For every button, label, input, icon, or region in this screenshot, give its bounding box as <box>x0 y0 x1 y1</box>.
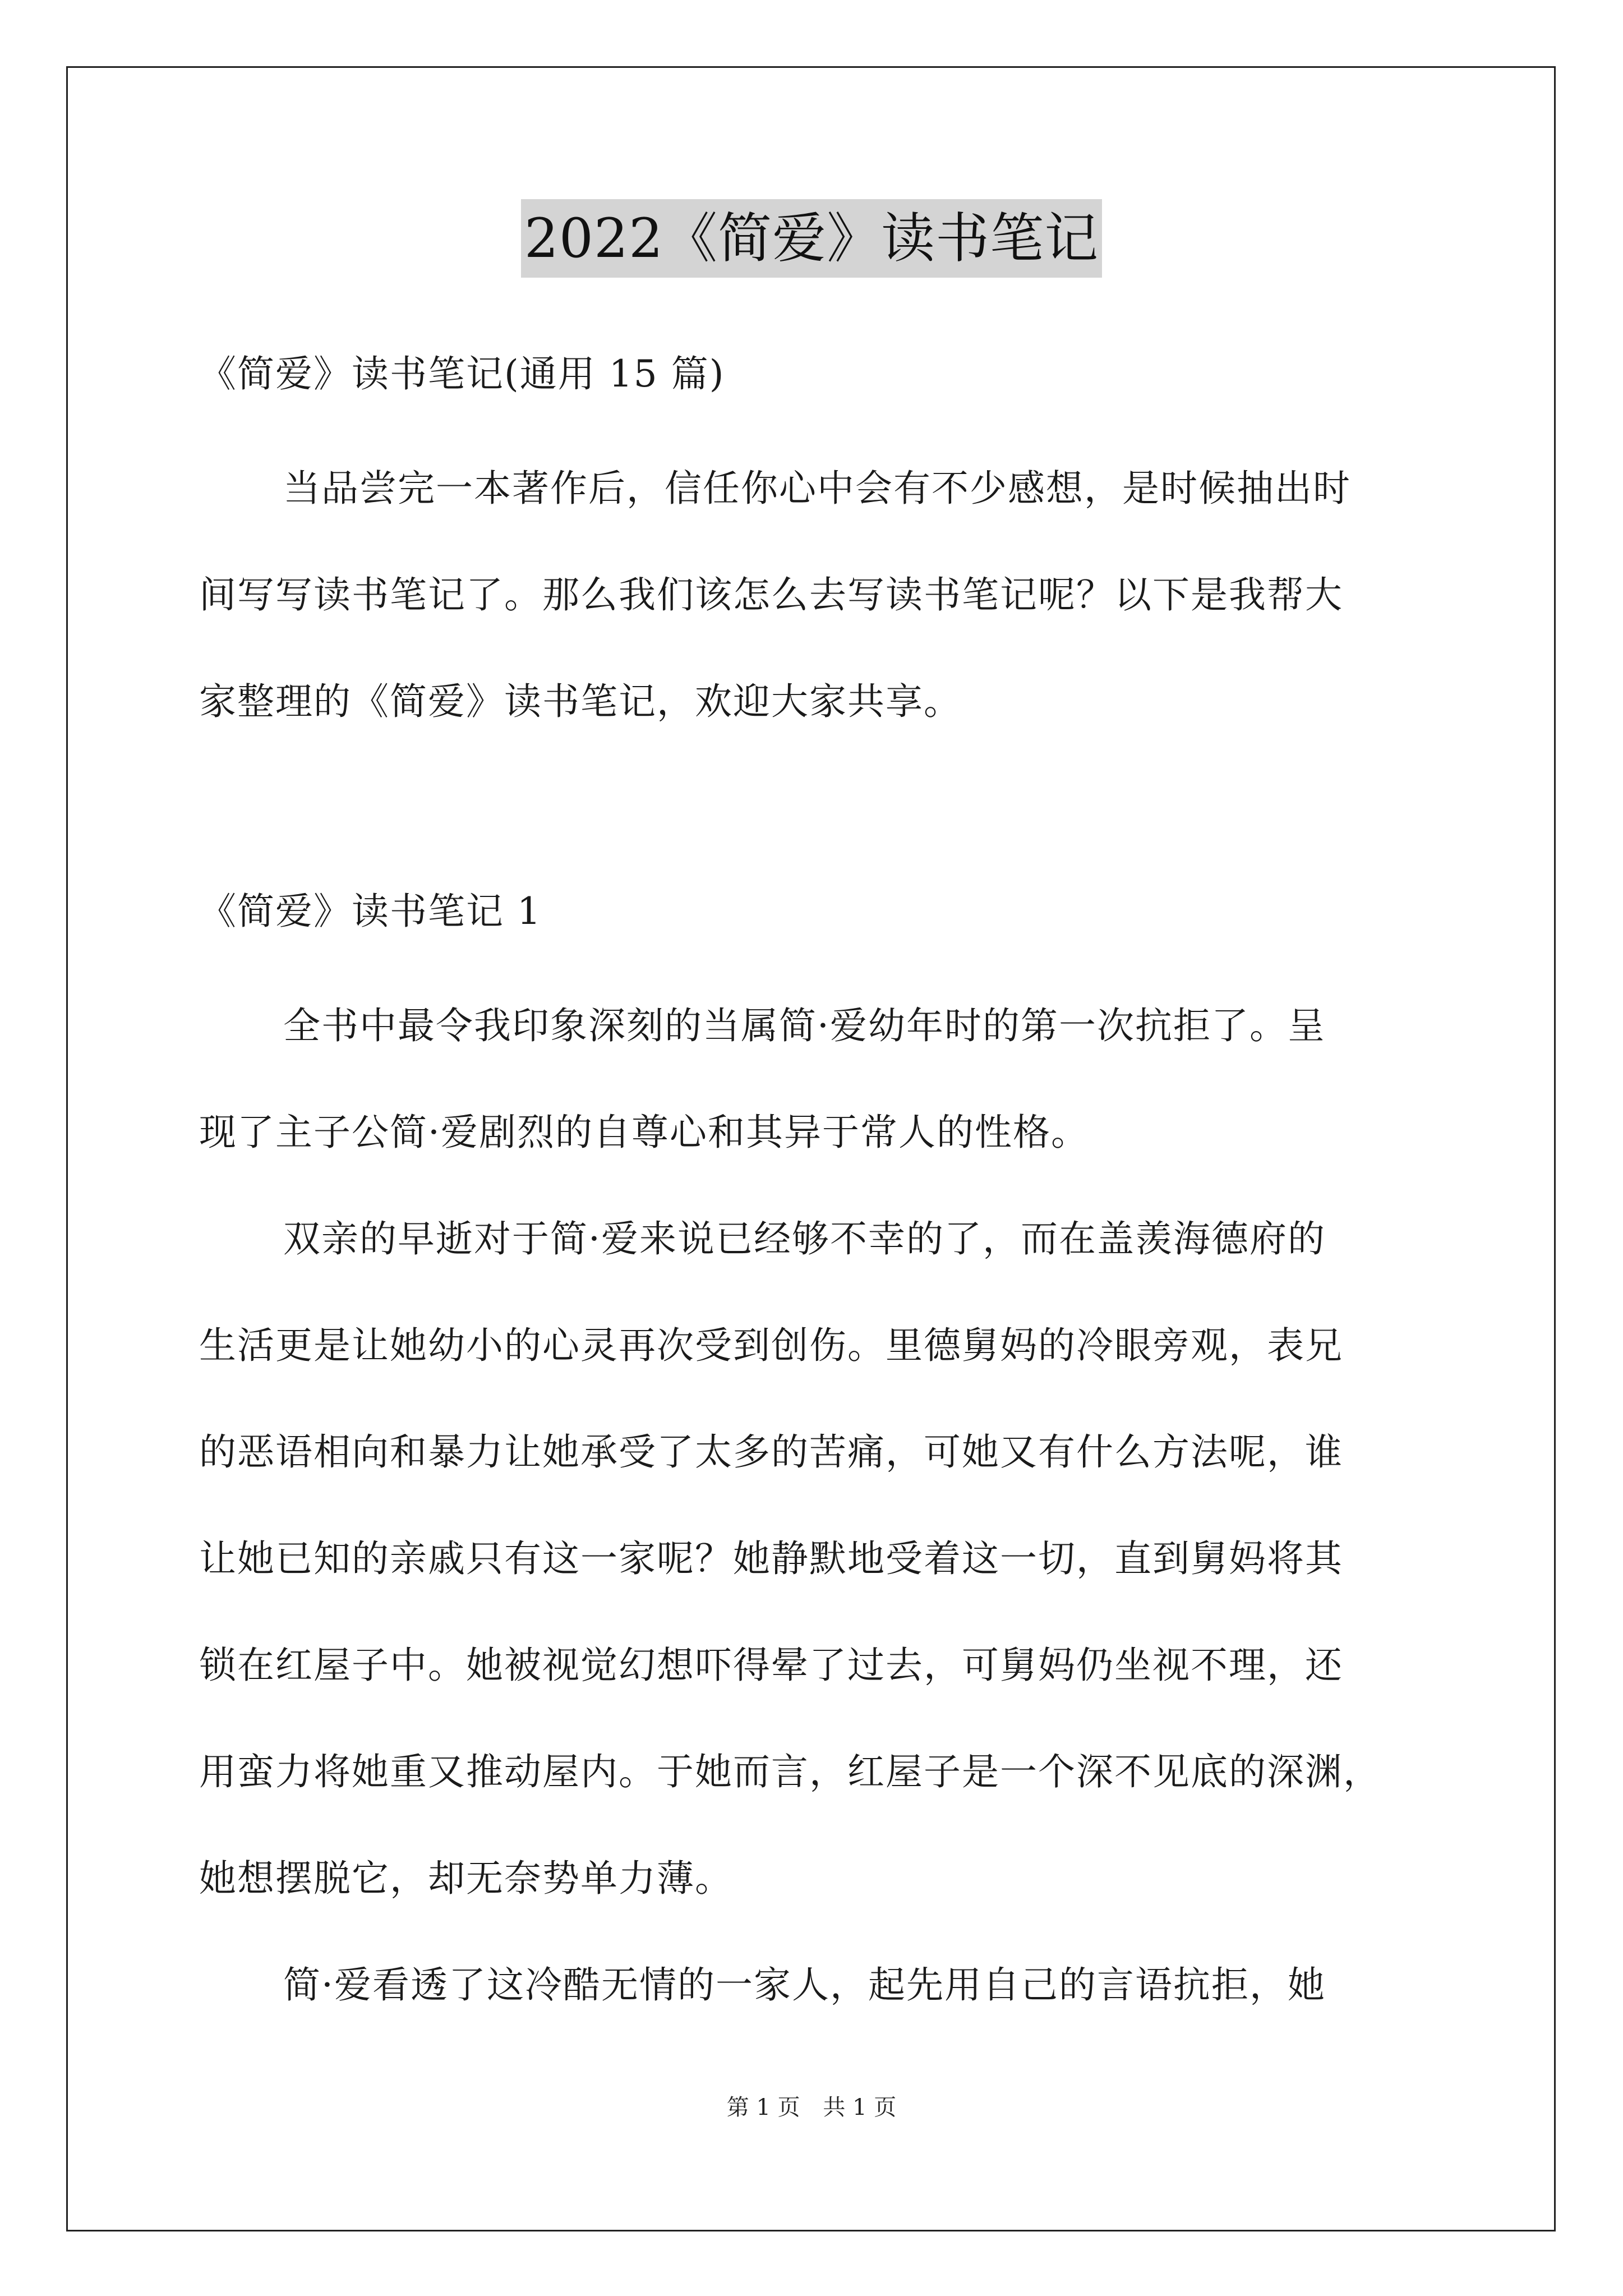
para2-line-7: 她想摆脱它，却无奈势单力薄。 <box>199 1857 733 1900</box>
para2-line-3: 的恶语相向和暴力让她承受了太多的苦痛，可她又有什么方法呢，谁 <box>199 1430 1343 1474</box>
intro-line-3: 家整理的《简爱》读书笔记，欢迎大家共享。 <box>199 680 962 723</box>
page-number: 第 1 页 <box>726 2095 800 2120</box>
section-heading: 《简爱》读书笔记 1 <box>199 890 542 933</box>
intro-line-2: 间写写读书笔记了。那么我们该怎么去写读书笔记呢？以下是我帮大 <box>199 573 1343 616</box>
page-footer <box>0 2090 1623 2122</box>
para2-line-1: 双亲的早逝对于简·爱来说已经够不幸的了，而在盖羡海德府的 <box>283 1217 1326 1260</box>
document-title: 2022《简爱》读书笔记 <box>521 199 1102 278</box>
intro-line-1: 当品尝完一本著作后，信任你心中会有不少感想，是时候抽出时 <box>283 467 1351 510</box>
document-subtitle: 《简爱》读书笔记(通用 15 篇) <box>199 352 725 395</box>
para2-line-6: 用蛮力将她重又推动屋内。于她而言，红屋子是一个深不见底的深渊， <box>199 1750 1381 1793</box>
page-total: 共 1 页 <box>823 2095 897 2120</box>
para2-line-5: 锁在红屋子中。她被视觉幻想吓得晕了过去，可舅妈仍坐视不理，还 <box>199 1644 1343 1687</box>
para2-line-2: 生活更是让她幼小的心灵再次受到创伤。里德舅妈的冷眼旁观，表兄 <box>199 1324 1343 1367</box>
title-container <box>0 199 1623 278</box>
para1-line-1: 全书中最令我印象深刻的当属简·爱幼年时的第一次抗拒了。呈 <box>283 1004 1326 1047</box>
para2-line-4: 让她已知的亲戚只有这一家呢？她静默地受着这一切，直到舅妈将其 <box>199 1537 1343 1580</box>
para1-line-2: 现了主子公简·爱剧烈的自尊心和其异于常人的性格。 <box>199 1111 1089 1154</box>
para3-line-1: 简·爱看透了这冷酷无情的一家人，起先用自己的言语抗拒，她 <box>283 1963 1326 2007</box>
